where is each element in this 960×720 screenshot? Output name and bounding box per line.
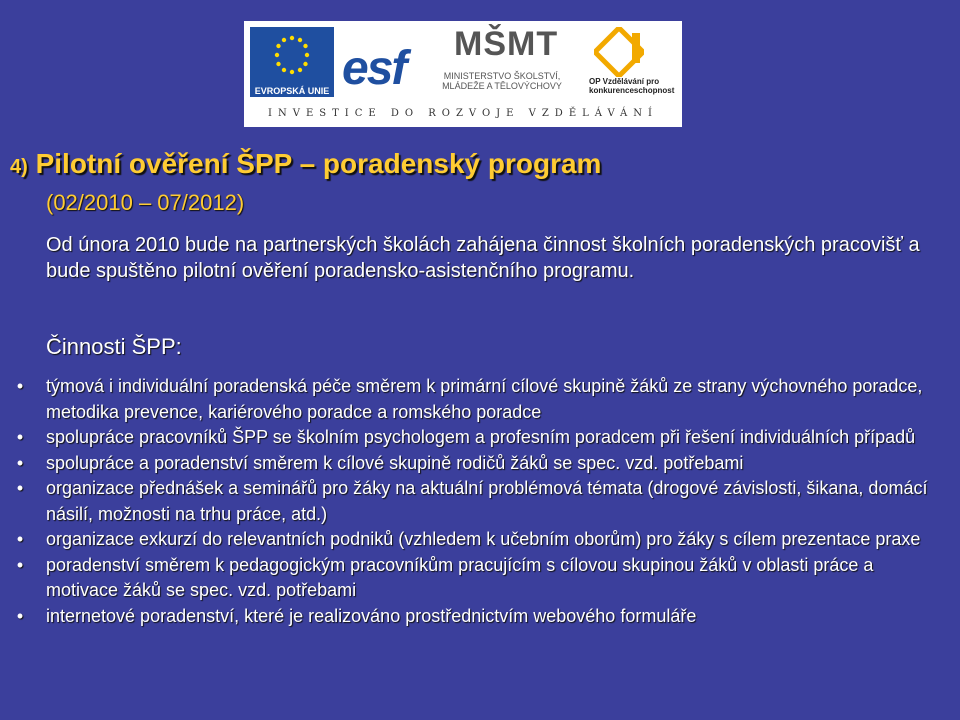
op-text: OP Vzdělávání pro konkurenceschopnost — [589, 77, 675, 95]
title-number: 4) — [10, 156, 28, 178]
bullet-icon: • — [16, 478, 24, 498]
esf-logo: esf — [342, 42, 406, 95]
eu-flag-icon — [250, 27, 334, 85]
intro-paragraph: Od února 2010 bude na partnerských školách zahájena činnost školních poradenských pracovišť a bude spuštěno pilotní ověření poradensko-asistenčního programu. — [46, 234, 920, 282]
list-item — [10, 604, 940, 630]
bullet-icon: • — [16, 529, 24, 549]
list-item — [10, 476, 940, 527]
title-text: Pilotní ověření ŠPP – poradenský program — [35, 148, 602, 179]
investice-strip: INVESTICE DO ROZVOJE VZDĚLÁVÁNÍ — [244, 101, 682, 127]
bullet-icon: • — [16, 376, 24, 396]
list-item-text: spolupráce pracovníků ŠPP se školním psychologem a profesním poradcem při řešení individuálních případů — [46, 427, 916, 447]
bullet-icon: • — [16, 605, 24, 626]
bullet-icon: • — [16, 554, 24, 575]
list-item — [10, 374, 940, 425]
list-item-text: spolupráce a poradenství směrem k cílové skupině rodičů žáků se spec. vzd. potřebami — [46, 452, 744, 473]
logo-banner — [244, 21, 682, 127]
list-item-text: týmová i individuální poradenská péče směrem k primární cílové skupině žáků ze strany výchovného poradce, metodika prevence, kariérového poradce a romského poradce — [46, 376, 923, 422]
list-item-text: internetové poradenství, které je realizováno prostřednictvím webového formuláře — [46, 605, 697, 626]
op-logo-icon — [594, 27, 644, 77]
date-range: (02/2010 – 07/2012) — [46, 190, 245, 215]
msmt-logo: MŠMT — [454, 25, 559, 63]
list-item-text: poradenství směrem k pedagogickým pracovníkům pracujícím s cílovou skupinou žáků v oblasti práce a motivace žáků se spec. vzd. potřebami — [46, 554, 874, 600]
bullet-icon: • — [16, 452, 24, 473]
list-item-text: organizace exkurzí do relevantních podniků (vzhledem k učebním oborům) pro žáky s cílem prezentace praxe — [46, 529, 921, 549]
bullet-icon: • — [16, 427, 24, 447]
list-item — [10, 553, 940, 604]
activities-heading: Činnosti ŠPP: — [46, 334, 182, 359]
page-title — [10, 148, 601, 180]
activities-list — [10, 374, 940, 629]
msmt-text: MINISTERSTVO ŠKOLSTVÍ, MLÁDEŽE A TĚLOVÝCHOVY — [442, 71, 562, 91]
list-item-text: organizace přednášek a seminářů pro žáky na aktuální problémová témata (drogové závislosti, šikana, domácí násilí, možnosti na trhu práce, atd.) — [46, 478, 928, 524]
eu-label: EVROPSKÁ UNIE — [250, 85, 334, 97]
list-item — [10, 527, 940, 553]
list-item — [10, 451, 940, 477]
list-item — [10, 425, 940, 451]
